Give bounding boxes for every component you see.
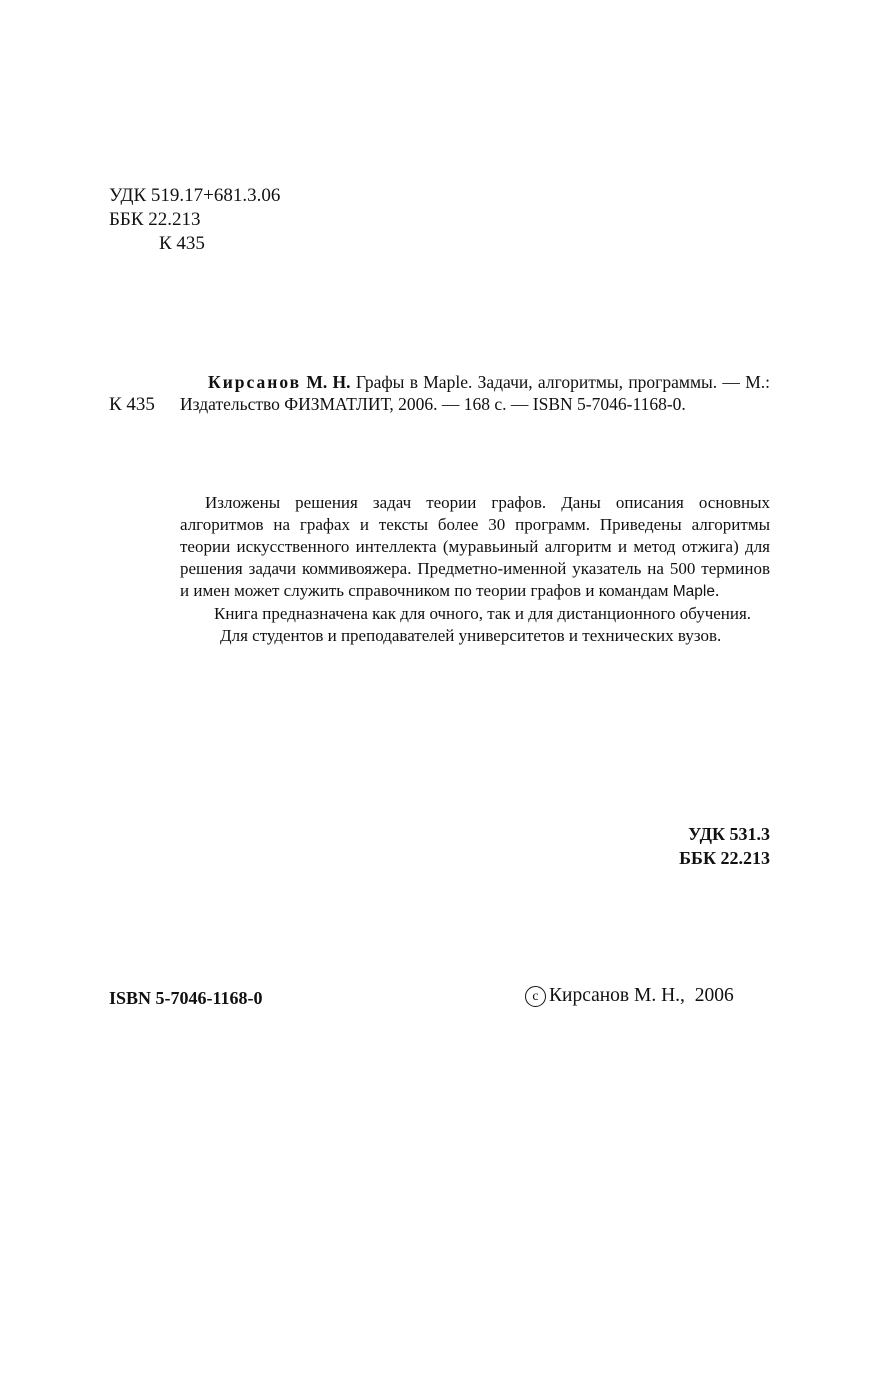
annotation-paragraph-1 xyxy=(180,492,770,603)
annotation-paragraph-2: Книга предназначена как для очного, так и для дистанционного обучения. xyxy=(214,604,752,623)
annotation xyxy=(180,492,770,647)
header-classification-codes xyxy=(109,184,280,256)
copyright-year: 2006 xyxy=(694,985,734,1006)
copyright-icon: c xyxy=(525,986,546,1007)
udk-code-top: УДК 519.17+681.3.06 xyxy=(109,185,281,206)
annotation-p1-end: . xyxy=(714,581,720,600)
classification-codes xyxy=(600,822,770,870)
copyright-line xyxy=(525,985,734,1007)
maple-term: Maple xyxy=(672,583,715,600)
bbk-code-top: ББК 22.213 xyxy=(109,209,201,230)
annotation-p1-text: Изложены решения задач теории графов. Даны описания основных алгоритмов на графах и тексты более 30 программ. Приведены алгоритмы теории искусственного интеллекта (муравьиный алгоритм и метод отжига) для решения задачи коммивояжера. Предметно-именной указатель на 500 терминов и имен может служить справочником по теории графов и командам xyxy=(180,493,770,600)
author-mark-top: К 435 xyxy=(159,233,205,254)
bbk-code: ББК 22.213 xyxy=(679,848,770,868)
author-surname: Кирсанов xyxy=(208,372,302,392)
bibliographic-record xyxy=(180,371,770,415)
bibliography-text: Графы в Maple. Задачи, алгоритмы, программы. — М.: Издательство ФИЗМАТЛИТ, 2006. — 168 с. — ISBN 5-7046-1168-0. xyxy=(180,372,771,414)
udk-code: УДК 531.3 xyxy=(688,824,770,844)
author-initials: М. Н. xyxy=(306,372,351,392)
bibliography-author-mark: К 435 xyxy=(109,394,155,415)
copyright-holder: Кирсанов М. Н., xyxy=(549,985,685,1006)
isbn: ISBN 5-7046-1168-0 xyxy=(109,988,263,1008)
annotation-paragraph-3: Для студентов и преподавателей университетов и технических вузов. xyxy=(220,626,722,645)
